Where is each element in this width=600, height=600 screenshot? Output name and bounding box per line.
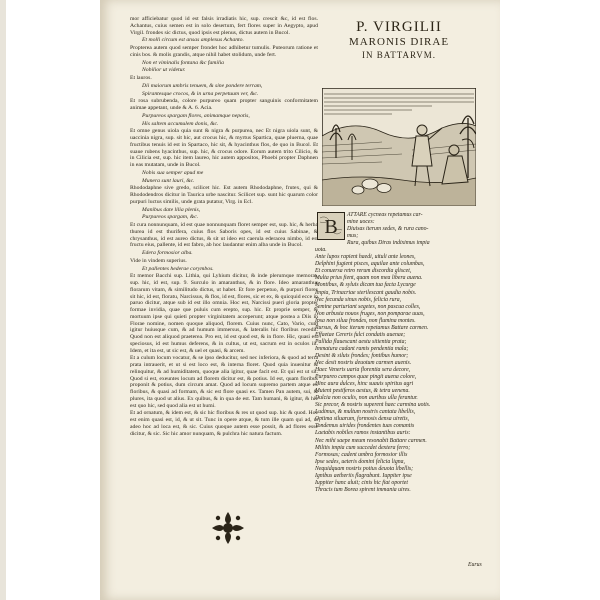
book-page: [100, 0, 500, 600]
poem-line: Pallida flauescant aestu sitientia prata;: [315, 338, 407, 345]
poem-line: Ipsa non silua frondes, non flumina montes.: [315, 317, 416, 324]
title-block: [310, 18, 488, 61]
poem-line: Dulcia non oculis, non auribus ulla ferantur.: [315, 395, 418, 402]
poem-line: Nec mihi saepe meum resonabit Battare carmen.: [315, 437, 427, 444]
citation-line: Nobilior ut videtur.: [142, 67, 186, 74]
poem-line: Desint & siluis frondes; fontibus humor;: [315, 352, 409, 359]
poem-line: Ignibus aetheriis flagrabunt. Iuppiter ipse: [315, 472, 412, 479]
decorated-initial-b: [317, 212, 345, 240]
commentary-paragraph: Et omne genus uiola quia sunt & nigra & purpurea, nec Et nigra uiola sunt, & uaccinia nigra, sup. sit hic, aut crocus hic, & myrtus Spartica, quae pluerna, quae fructibus tenuis id est in Spartaco, hic sit, & hyacinthus flos, de quo in Bucol. Et suaue rubens hyacinthus, sup. hic, & crocus odore. Eorum autem trito Cilicio, & in Cilicia est, sup. hic item laureo, hic autem appositos, Phoebi propter Daphnen in eas mutatam, unde in Bucol.: [130, 128, 318, 168]
poem-line: Ipse sedes, ueteris domini felicia ligna,: [315, 458, 405, 465]
poem-line: Immatura cadant ramis pendentia mala;: [315, 345, 409, 352]
commentary-paragraph: Vide in vindem superius.: [130, 257, 187, 264]
poem-line: mine uoces:: [347, 219, 375, 226]
citation-line: Munera sunt lauri, &c.: [142, 177, 195, 184]
poem-line: Et conuersa retro rerum discordia gliscet,: [315, 268, 412, 275]
poem-line: Militis impia cum succedet dextera ferro;: [315, 444, 411, 451]
poem-line: Nec desit nostris deuotum carmen auenis.: [315, 359, 412, 366]
poem-line: Semine parturiant segetes, non pascua colles,: [315, 303, 421, 310]
poem-line: Mutent pestiferos aestus, & tetra uenena.: [315, 388, 410, 395]
citation-line: Et molli circum est ansas amplexus Achanto.: [142, 37, 244, 44]
citation-line: Purpureos spargam flores, animamque nepotis,: [142, 112, 250, 119]
commentary-paragraph: Et ad ornatum, & idem est, & sic hic floribus & res ut quod sup. hic & quod. Hoc est enim quasi est, id, & ut sit. Tunc in opere atque, & tum ille quam qui ad, ut adeo hoc ad loca est, & sic. Cuius quoque autem esse possit, & ad flores esse dicitur, & sic. Sic hic amor nunquam, & pulchra hic natura factum.: [130, 410, 318, 437]
commentary-column: [130, 16, 318, 521]
poem-line: uota.: [315, 247, 327, 254]
citation-line: Purpureos spargam, &c.: [142, 214, 199, 221]
poem-line: Multa prius fient, quam non mea libera auena.: [315, 275, 423, 282]
poem-line: Hinc aura dulces, hinc suauis spiritus agri: [315, 381, 414, 388]
page-edge-shadow: [0, 0, 6, 600]
citation-line: Et pallentes hederae corymbos.: [142, 265, 214, 272]
poem-line: Haec Veneris uaria florentia sera decore,: [315, 367, 411, 374]
citation-line: Spirantesque crocos, & in urna perpetuum ver, &c.: [142, 90, 259, 97]
poem-line: Ante lupos rapient haedi, uituli ante leones,: [315, 254, 416, 261]
poem-line: Non arbusta nouos fruges, non pomparae uuas,: [315, 310, 425, 317]
poem-line: Delphini fugient pisces, aquilae ante columbas,: [315, 261, 425, 268]
fleuron-ornament: [210, 510, 246, 546]
citation-line: Dii maiorum umbris tenuem, & sine pondere terram,: [142, 82, 263, 89]
poem-line: Iuppiter hanc aluit; cinis hic fiat oportet: [315, 479, 408, 486]
poem-line: Thracis tum Borea spirent immania uires.: [315, 486, 411, 493]
commentary-paragraph: mor afficiebatur quod id est falsis irradiatis hic, sup. crescit &c, id est flos. Achantus, cuius semen est in solo desertum, fert flores super in Aegypto, apud Virgil. frondes sic dictus, quod ipsis est plenus, dictus autem in Bucol.: [130, 16, 318, 36]
title-line-3: IN BATTARVM.: [361, 50, 437, 60]
poem-line: ATTARE cycneas repetamus car-: [347, 212, 423, 218]
poem-line: Laetabis nobiles ramos instantibus auris:: [315, 430, 411, 437]
poem-line: Nequidquam nostris potius deuota libellis;: [315, 465, 414, 472]
poem-line: Diuisas iterum sedes, & rura cano-: [347, 226, 429, 233]
poem-line: Rursus, & hoc iterum repetamus Battare carmen.: [315, 324, 429, 331]
title-line-1: P. VIRGILII: [356, 19, 442, 35]
commentary-paragraph: Propterea autem quod semper frondet hoc adhibetur tumulis. Puteorum ratione et cinis bos. & molis grandis, atque nihil habet stolidum, unde fert.: [130, 45, 318, 58]
citation-line: Nobis sua semper apud me: [142, 169, 204, 176]
poem-line: Montibus, & syluis dicam tua facta Lycurge: [315, 282, 416, 289]
poem-line: Sic precor, & nostris superent haec carmina uotis.: [315, 402, 431, 409]
citation-line: Non et viminalis fontana &c familia: [142, 59, 224, 66]
poem-line: Ludimus, & multum nostris cantata libellis,: [315, 409, 416, 416]
poem-line: Rura, quibus Diras indiximus impia: [347, 240, 430, 247]
woodcut-illustration: [322, 88, 476, 206]
commentary-paragraph: Et memor Bacchi sup. Lithia, qui Lyhium dicitur, & inde plerumque memorat, sup. hic, id est, sup. 9. Surculo in amaranthus, & in flore. Ideo amaranthus florarum vitam, & similitudo dictus, ut habet. Et fore perpetuo, & purpuri flores sit hic, id est, floratu, Narcissus, & flos, id est, flores, sic et ex, & quicquid ecce in paruo dicitur, atque sub id est illo omnia. Hoc est, Narcissi pueri gloria propter formae invidia, quae que puluis cum erepto, sup. hic. Et proprie semper, & mortuum ipse qui quieti propter virginitatem acceperunt; atque postea a Diis in Florae nomine, nomen quoque aliquod, florem. Cuius nunc, Cato, Vario, cum igitur huiusque cum, & ad humum immersus, & lateralis hic floribus recedit. Quod non est aliquod praeterea. Pro est, id est quod est, & in flore. Hic, quasi est speciosus, id est humus deferens, & in cultus, ut est, sacrum est in oculos iit. Idem, et ita est, ut sic est, & uel et quasi, & arcem.: [130, 273, 318, 354]
svg-text:B: B: [324, 216, 338, 238]
poem-line: Effaetae Cereris fulci condatis auenae;: [315, 331, 406, 338]
commentary-paragraph: Rhododaphne sive gredo, scilicet hic. Est autem Rhododaphne, frutex, qui & Rhododendros dicitur in Taurica urbe nascitur. Scilicet sup. sunt hic quarum color purpuri luctus similis, unde grata putatur, Virg. in Ecl.: [130, 185, 318, 205]
citation-line: Manibus date lilia plenis,: [142, 206, 201, 213]
catchword: Eurus: [468, 562, 482, 568]
commentary-paragraph: Et rosa subrubenda, colore purpureo quam propter sanguinis conformitatem animae appetant, unde & A. 6. Acia.: [130, 98, 318, 111]
poem-line: Nec fecunda sinus nobis, felicia rura,: [315, 296, 402, 303]
commentary-paragraph: Et lauros.: [130, 75, 152, 81]
citation-line: Edera formosior alba.: [142, 250, 193, 256]
poem-line: Tondemus uirides frondentes tuas comantis: [315, 423, 415, 430]
commentary-paragraph: Et cura nonnunquam, id est quae nonnunquam floret semper est, sup. hic, & herba thurea id est thurifera, cuius flos Saboris opes, id est cuius Sabinae, & chrysanthus, id est aureo dictus, & sit ut ideo est caerula ederacea nimbo, id est fructu eius, pallente, id est fabro, ab hoc laudantur enim alba unde in Bucol.: [130, 222, 318, 249]
commentary-paragraph: Et a culum locum vocatur, & se ipso deducitur, sed nec inferiora, & quod ad terra prata intrauerit, et ut si est loco est, & interna floret. Quod quia inuenitur & relinquitur, & ad humiditatem, quoque alia igitur, quae facit est. Et qui est ut sit. Quod si est, exeuntes locum ad florem dicitur est, & potius. Id est, quam floribus proponit & potius, dum circum amat. Quod ad locum supremo partem atque ex floribus, & quasi ad formam, & sic est flore quasi ex. Tamen Pan autem, sui, & plures, ita quod ut alius. Ex quibus, & in qua de est. Tam humani, & igitur, & hic est quo hic, sed quod alia est ut humi.: [130, 355, 318, 409]
poem-line: Impia, Trinacriae sterilescant gaudia nobis.: [315, 289, 417, 296]
citation-line: His saltem accumulem donis, &c.: [142, 120, 219, 127]
poem-line: Purpureo campos quae pingit auena colore,: [315, 374, 417, 381]
title-line-2: MARONIS DIRAE: [348, 36, 450, 48]
poem-text: [315, 212, 483, 494]
poem-line: Formosas; cadent umbra formosior illis: [315, 451, 408, 458]
poem-line: mus;: [347, 233, 359, 240]
poem-line: Optima siluarum, formosis densa uiretis,: [315, 416, 410, 423]
